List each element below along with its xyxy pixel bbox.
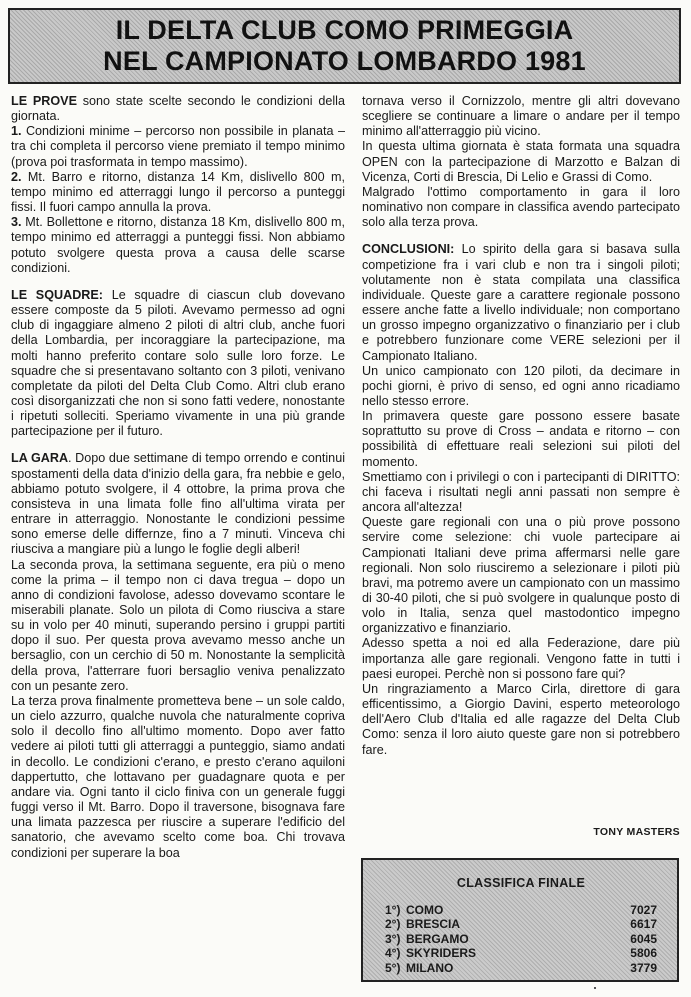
prova-2-number: 2. <box>11 169 22 184</box>
prove-heading: LE PROVE <box>11 94 77 108</box>
title-line-1: IL DELTA CLUB COMO PRIMEGGIA <box>115 15 574 45</box>
prova-3 <box>11 215 345 276</box>
conclusioni-heading: CONCLUSIONI: <box>362 242 455 257</box>
conclusioni-p5: Queste gare regionali con una o più prove possono servire come selezione: chi vuole partecipare ai Campionati Italiani deve prima affermarsi nelle gare regionali. Non solo riusciremo a selezionare i piloti più bravi, ma potremo avere un campionato con un massimo di 30-40 piloti, che si può svolgere in qualunque posto di volo in Italia, senza quel mastodontico impegno organizzativo e finanziario. <box>362 515 680 636</box>
prova-1-text: Condizioni minime – percorso non possibile in planata – tra chi completa il percorso viene premiato il tempo minimo (prova poi trasformata in tempo massimo). <box>11 124 345 169</box>
prova-3-number: 3. <box>11 215 22 230</box>
rank-position: 4°) <box>385 946 401 961</box>
conclusioni-p2: Un unico campionato con 120 piloti, da decimare in pochi giorni, è privo di senso, ed ogni anno ricadiamo nello stesso errore. <box>362 363 680 408</box>
prove-paragraph <box>11 94 345 124</box>
table-row <box>385 946 657 960</box>
squadre-text: Le squadre di ciascun club dovevano essere composte da 5 piloti. Avevamo permesso ad ogni club di ingaggiare almeno 2 piloti di altri club, anche fuori della Lombardia, per incoraggiare la partecipazione, ma molti hanno preferito contare solo sulle loro forze. Le squadre che si presentavano soltanto con 3 piloti, venivano completate da piloti del Delta Club Como. Altri club erano così disorganizzati che non si sono fatti vedere, nonostante i ripetuti solleciti. Speriamo vivamente in una più grande partecipazione per il futuro. <box>11 287 345 439</box>
team-points: 6617 <box>630 917 657 932</box>
rank-team <box>385 903 443 917</box>
table-row <box>385 903 657 917</box>
rank-position: 2°) <box>385 917 401 932</box>
rank-position: 3°) <box>385 931 401 946</box>
right-column <box>362 94 680 758</box>
rank-team <box>385 932 469 946</box>
classifica-finale-box <box>361 858 679 982</box>
article-title-box <box>8 8 681 84</box>
prova-1-number: 1. <box>11 124 22 139</box>
conclusioni-paragraph <box>362 242 680 363</box>
squadre-paragraph <box>11 288 345 440</box>
team-name: COMO <box>406 903 444 917</box>
classifica-title: CLASSIFICA FINALE <box>456 876 586 890</box>
squadre-heading: LE SQUADRE: <box>11 287 103 302</box>
right-continuation: tornava verso il Cornizzolo, mentre gli altri dovevano scegliere se continuare a limare o andare per il tempo minimo all'atterraggio più vicino. <box>362 94 680 139</box>
conclusioni-p3: In primavera queste gare possono essere basate soprattutto su prove di Cross – andata e ritorno – con possibilità di effettuare reali selezioni sui piloti del momento. <box>362 409 680 469</box>
open-team-paragraph: In questa ultima giornata è stata formata una squadra OPEN con la partecipazione di Marzotto e Balzan di Vicenza, Corti di Brescia, Di Lelio e Grassi di Como. <box>362 139 680 184</box>
team-name: SKYRIDERS <box>406 946 477 961</box>
left-column <box>11 94 345 861</box>
gara-text: . Dopo due settimane di tempo orrendo e continui spostamenti della data d'inizio della gara, fra nebbie e gelo, abbiamo potuto svolgere, il 4 ottobre, la prima prova che consisteva in una limata folle fino all'ultima virata per entrare in atterraggio. Nonostante le condizioni pessime sono emerse delle differnze, fino a 7 minuti. Vinceva chi riusciva a mangiare più a lungo le foglie degli alberi! <box>11 451 345 557</box>
open-team-note: Malgrado l'ottimo comportamento in gara il loro nominativo non compare in classifica avendo partecipato solo alla terza prova. <box>362 184 680 230</box>
team-points: 6045 <box>630 931 657 946</box>
team-points: 7027 <box>630 903 657 917</box>
conclusioni-text: Lo spirito della gara si basava sulla competizione fra i vari club e non tra i singoli piloti; volutamente non è stata compilata una classifica individuale. Queste gare a carattere regionale possono essere anche fatte a livello individuale; non comportano un grosso impegno organizzativo o finanziario per i club e potrebbero funzionare come VERE selezioni per il Campionato Italiano. <box>362 242 680 363</box>
rank-team <box>385 946 476 960</box>
prova-1 <box>11 124 345 169</box>
prova-3-text: Mt. Bollettone e ritorno, distanza 18 Km, dislivello 800 m, tempo minimo ed atterraggi a punteggi fissi. Non abbiamo potuto svolgere questa prova a causa delle scarse condizioni. <box>11 215 345 275</box>
title-line-2: NEL CAMPIONATO LOMBARDO 1981 <box>103 46 586 76</box>
team-points: 3779 <box>630 960 657 975</box>
gara-third-prova: La terza prova finalmente prometteva bene – un sole caldo, un cielo azzurro, qualche nuvola che naturalmente copriva solo il decollo fino all'ultimo momento. Dopo aver fatto vedere ai piloti tutti gli atterraggi a punteggio, siamo andati in decollo. Le condizioni c'erano, e presto c'erano aquiloni dappertutto, che lottavano per guadagnare quota e per andare via. Ogni tanto il ciclo finiva con un generale fuggi fuggi verso il Mt. Barro. Dopo il traversone, bisognava fare una limata pazzesca per riuscire a superare l'edificio del sanatorio, che avevamo scelto come boa. Chi trovava condizioni per superare la boa <box>11 693 345 860</box>
table-row <box>385 917 657 931</box>
gara-paragraph <box>11 451 345 557</box>
table-row <box>385 961 657 975</box>
conclusioni-p6: Adesso spetta a noi ed alla Federazione, dare più importanza alle gare regionali. Vengono fatte in tutti i paesi europei. Perchè non si possono fare qui? <box>362 636 680 681</box>
gara-second-prova: La seconda prova, la settimana seguente, era più o meno come la prima – il tempo non ci dava tregua – dopo un anno di condizioni favolose, adesso dovevamo scontare le miserabili planate. Solo un pilota di Como riusciva a stare su in volo per 40 minuti, superando persino i gruppi partiti dopo il suo. Per questa prova avevamo messo anche un bersaglio, con un cerchio di 50 m. Nonostante la semplicità della prova, l'atterrare fuori bersaglio veniva penalizzato con un pesante zero. <box>11 557 345 693</box>
rank-position: 5°) <box>385 960 401 975</box>
team-name: BERGAMO <box>406 931 469 946</box>
rank-team <box>385 917 460 931</box>
team-name: MILANO <box>406 960 454 975</box>
team-points: 5806 <box>630 946 657 961</box>
prova-2-text: Mt. Barro e ritorno, distanza 14 Km, dislivello 800 m, tempo minimo ed atterraggi lungo il percorso a punteggi fissi. Il fuori campo annulla la prova. <box>11 169 345 215</box>
team-name: BRESCIA <box>406 917 461 932</box>
author-signature: TONY MASTERS <box>593 826 680 838</box>
rank-position: 1°) <box>385 903 401 917</box>
prova-2 <box>11 170 345 215</box>
gara-heading: LA GARA <box>11 451 69 466</box>
acknowledgements: Un ringraziamento a Marco Cirla, direttore di gara efficentissimo, a Giorgio Davini, esperto meteorologo dell'Aero Club d'Italia ed alle ragazze del Delta Club Como: senza il loro aiuto queste gare non si potrebbero fare. <box>362 681 680 757</box>
print-mark <box>594 987 596 989</box>
prove-intro: sono state scelte secondo le condizioni della giornata. <box>11 94 345 124</box>
conclusioni-p4: Smettiamo con i privilegi o con i partecipanti di DIRITTO: chi faceva i risultati negli anni passati non sempre è ancora all'altezza! <box>362 469 680 515</box>
table-row <box>385 932 657 946</box>
rank-team <box>385 961 453 975</box>
